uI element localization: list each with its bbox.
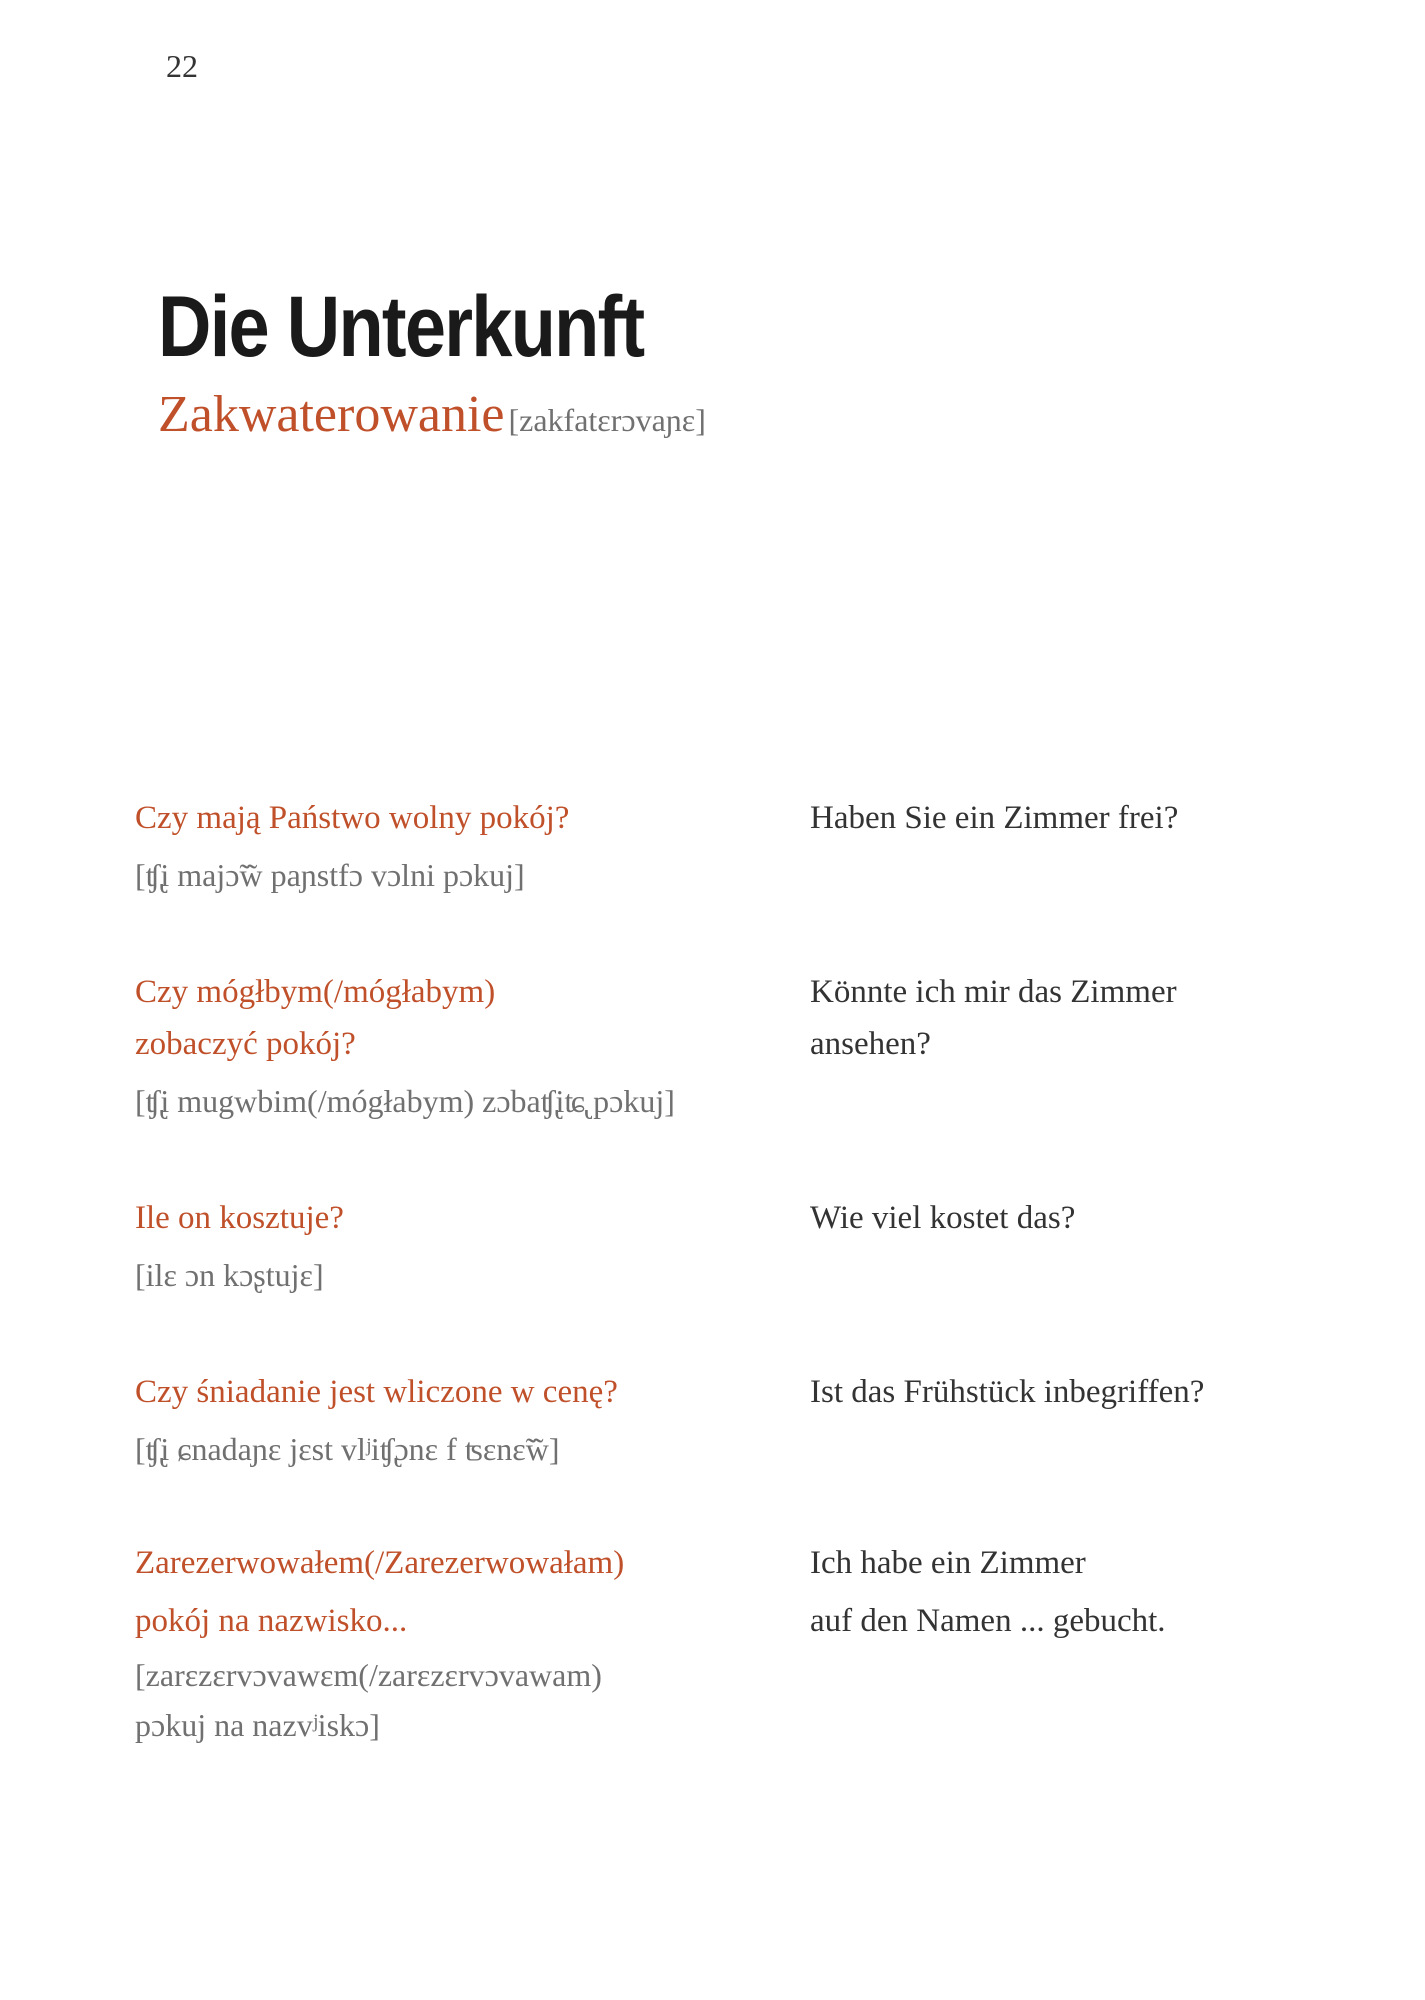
phrase-entry — [135, 1192, 815, 1300]
phrase-phonetic: [ʧ̢i majɔ̃w̃ paɲstfɔ vɔlni pɔkuj] — [135, 857, 525, 893]
phrase-entry — [135, 1534, 815, 1750]
phrase-entry — [135, 966, 815, 1126]
phrase-polish: Czy mógłbym(/mógłabym) zobaczyć pokój? — [135, 974, 496, 1062]
page-number: 22 — [166, 48, 198, 84]
phrase-german: Ist das Frühstück inbegriffen? — [810, 1374, 1205, 1410]
phrase-polish: Ile on kosztuje? — [135, 1200, 344, 1236]
phrase-entry — [135, 792, 815, 900]
subtitle-polish: Zakwaterowanie — [158, 386, 505, 443]
phrase-polish: Zarezerwowałem(/Zarezerwowałam) pokój na nazwisko... — [135, 1545, 625, 1639]
phrase-phonetic: [zarɛzɛrvɔvawɛm(/zarɛzɛrvɔvawam) pɔkuj na nazvʲiskɔ] — [135, 1657, 602, 1743]
phrase-phonetic: [ʧ̢i mugwbim(/mógłabym) zɔbaʧ̢iʨ̢ pɔkuj] — [135, 1083, 675, 1119]
section-title: Die Unterkunft — [158, 279, 644, 375]
subtitle-phonetic: [zakfatɛrɔvaɲɛ] — [508, 402, 706, 438]
phrase-entry — [135, 1366, 815, 1474]
phrase-phonetic: [ilɛ ɔn kɔʂtujɛ] — [135, 1257, 324, 1293]
phrase-polish: Czy mają Państwo wolny pokój? — [135, 800, 570, 836]
phrase-phonetic: [ʧ̢i ɕnadaɲɛ jɛst vlʲiʧ̢ɔnɛ f ʦɛnɛ̃w̃] — [135, 1431, 560, 1467]
phrase-german: Wie viel kostet das? — [810, 1200, 1076, 1236]
phrase-german: Ich habe ein Zimmer auf den Namen ... gebucht. — [810, 1545, 1166, 1639]
phrase-german: Haben Sie ein Zimmer frei? — [810, 800, 1179, 836]
section-subtitle — [158, 384, 706, 446]
phrase-german: Könnte ich mir das Zimmer ansehen? — [810, 974, 1177, 1062]
phrase-polish: Czy śniadanie jest wliczone w cenę? — [135, 1374, 618, 1410]
